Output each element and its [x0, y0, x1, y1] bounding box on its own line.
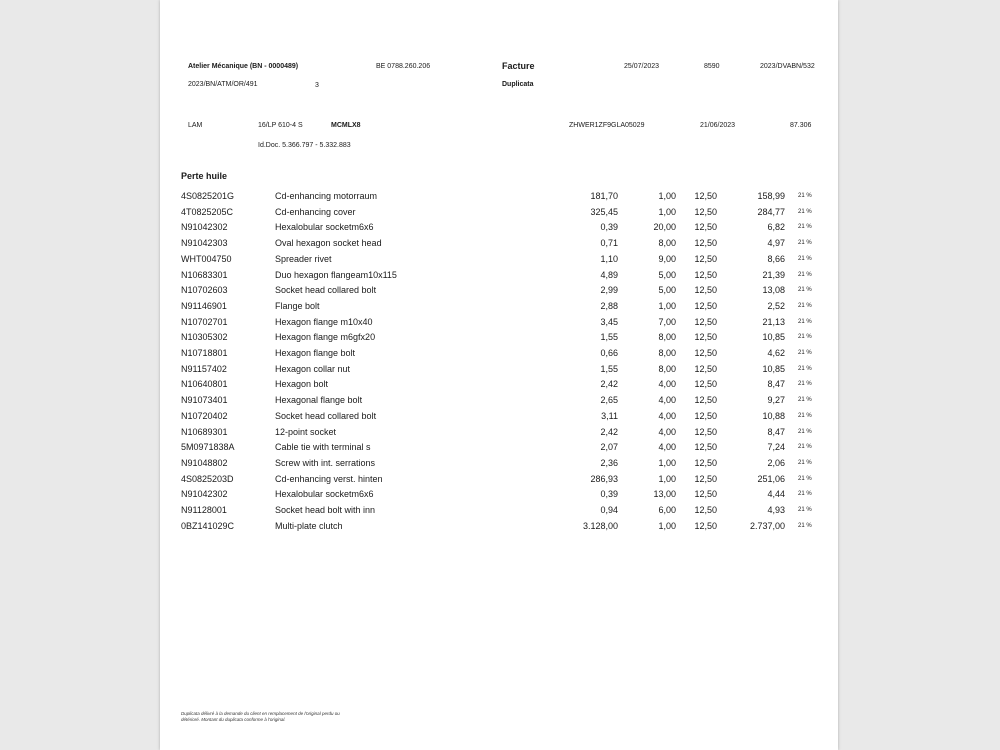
- item-description: Hexagon flange m6gfx20: [275, 332, 376, 343]
- table-row: [160, 442, 838, 458]
- table-row: [160, 411, 838, 427]
- vat-number: BE 0788.260.206: [376, 63, 431, 70]
- item-vat-rate: 21 %: [798, 444, 812, 451]
- item-discount: 12,50: [694, 426, 717, 437]
- item-code: N91042303: [181, 238, 228, 249]
- item-discount: 12,50: [694, 379, 717, 390]
- item-unit-price: 2,42: [600, 379, 618, 390]
- item-discount: 12,50: [694, 206, 717, 217]
- item-description: Socket head collared bolt: [275, 285, 377, 296]
- item-unit-price: 3.128,00: [582, 520, 618, 531]
- item-total: 10,88: [762, 410, 785, 421]
- vehicle-vin: ZHWER1ZF9GLA05029: [569, 122, 645, 129]
- item-code: 4S0825201G: [181, 191, 235, 201]
- item-code: N91042302: [181, 489, 228, 500]
- item-description: Socket head collared bolt: [275, 410, 377, 421]
- item-quantity: 1,00: [658, 520, 676, 531]
- item-quantity: 7,00: [658, 316, 676, 327]
- item-code: N91128001: [181, 505, 227, 515]
- table-row: [160, 270, 838, 286]
- item-description: Screw with int. serrations: [275, 457, 376, 468]
- item-discount: 12,50: [694, 191, 717, 201]
- item-total: 8,47: [767, 426, 785, 437]
- table-row: [160, 332, 838, 348]
- table-row: [160, 285, 838, 301]
- item-total: 4,93: [767, 505, 785, 515]
- item-unit-price: 1,55: [600, 332, 618, 343]
- document-ids: Id.Doc. 5.366.797 - 5.332.883: [258, 142, 351, 149]
- item-description: Hexalobular socketm6x6: [275, 222, 374, 233]
- footer-line-2: détérioré. Montant du duplicata conforme à l'original.: [181, 716, 286, 722]
- item-total: 21,39: [762, 269, 785, 280]
- item-description: Hexagon bolt: [275, 379, 329, 390]
- item-quantity: 5,00: [658, 285, 676, 296]
- table-row: [160, 254, 838, 270]
- item-quantity: 20,00: [653, 222, 676, 233]
- item-code: N10720402: [181, 410, 228, 421]
- item-vat-rate: 21 %: [798, 334, 812, 341]
- item-total: 2,52: [767, 300, 785, 311]
- item-quantity: 4,00: [658, 410, 676, 421]
- item-discount: 12,50: [694, 442, 717, 453]
- item-quantity: 1,00: [658, 457, 676, 468]
- item-total: 8,66: [767, 253, 785, 264]
- item-code: N91146901: [181, 300, 227, 311]
- item-discount: 12,50: [694, 332, 717, 343]
- item-quantity: 4,00: [658, 426, 676, 437]
- item-unit-price: 0,39: [600, 222, 618, 233]
- item-vat-rate: 21 %: [798, 240, 812, 247]
- item-total: 4,62: [767, 348, 785, 358]
- table-row: [160, 505, 838, 521]
- item-code: N10305302: [181, 332, 228, 343]
- item-vat-rate: 21 %: [798, 397, 812, 404]
- invoice-reference: 2023/DVABN/532: [760, 63, 815, 70]
- item-unit-price: 4,89: [600, 269, 618, 280]
- item-unit-price: 0,39: [600, 489, 618, 500]
- item-discount: 12,50: [694, 222, 717, 233]
- item-discount: 12,50: [694, 489, 717, 500]
- item-quantity: 4,00: [658, 379, 676, 390]
- item-unit-price: 2,65: [600, 395, 618, 406]
- table-row: [160, 317, 838, 333]
- item-quantity: 8,00: [658, 332, 676, 343]
- item-code: 5M0971838A: [181, 442, 235, 453]
- table-row: [160, 364, 838, 380]
- item-unit-price: 1,55: [600, 363, 618, 374]
- item-discount: 12,50: [694, 520, 717, 531]
- item-total: 158,99: [757, 191, 785, 201]
- item-discount: 12,50: [694, 457, 717, 468]
- table-row: [160, 458, 838, 474]
- item-code: 4S0825203D: [181, 473, 234, 484]
- table-row: [160, 222, 838, 238]
- item-discount: 12,50: [694, 269, 717, 280]
- item-quantity: 4,00: [658, 442, 676, 453]
- item-discount: 12,50: [694, 505, 717, 515]
- order-reference: 2023/BN/ATM/OR/491: [188, 81, 258, 88]
- item-unit-price: 3,45: [600, 316, 618, 327]
- item-discount: 12,50: [694, 238, 717, 249]
- item-vat-rate: 21 %: [798, 365, 812, 372]
- table-row: [160, 238, 838, 254]
- item-description: Cd-enhancing cover: [275, 206, 356, 217]
- item-total: 4,97: [767, 238, 785, 249]
- item-unit-price: 0,94: [600, 505, 618, 515]
- vehicle-date: 21/06/2023: [700, 122, 736, 129]
- item-description: 12-point socket: [275, 426, 337, 437]
- item-total: 4,44: [767, 489, 785, 500]
- table-row: [160, 191, 838, 207]
- item-quantity: 1,00: [658, 191, 676, 201]
- item-total: 6,82: [767, 222, 785, 233]
- item-code: N91042302: [181, 222, 228, 233]
- item-vat-rate: 21 %: [798, 255, 812, 262]
- item-description: Multi-plate clutch: [275, 520, 343, 531]
- item-description: Oval hexagon socket head: [275, 238, 382, 249]
- document-type: Facture: [502, 61, 535, 71]
- item-vat-rate: 21 %: [798, 193, 812, 199]
- item-unit-price: 0,71: [600, 238, 618, 249]
- item-vat-rate: 21 %: [798, 287, 812, 294]
- item-total: 9,27: [767, 395, 785, 406]
- item-code: 0BZ141029C: [181, 520, 235, 531]
- footer-line-1: Duplicata délivré à la demande du client en remplacement de l'original perdu ou: [181, 711, 340, 716]
- item-description: Spreader rivet: [275, 253, 332, 264]
- item-quantity: 1,00: [658, 473, 676, 484]
- item-quantity: 1,00: [658, 300, 676, 311]
- vehicle-make: LAM: [188, 122, 203, 129]
- item-vat-rate: 21 %: [798, 412, 812, 419]
- item-discount: 12,50: [694, 285, 717, 296]
- item-discount: 12,50: [694, 253, 717, 264]
- item-total: 10,85: [762, 363, 785, 374]
- item-unit-price: 3,11: [601, 410, 618, 421]
- item-code: N10702701: [181, 316, 228, 327]
- item-vat-rate: 21 %: [798, 522, 812, 529]
- item-discount: 12,50: [694, 300, 717, 311]
- vehicle-model: 16/LP 610-4 S: [258, 122, 303, 129]
- item-total: 2,06: [767, 457, 785, 468]
- item-vat-rate: 21 %: [798, 350, 812, 356]
- item-code: N10683301: [181, 269, 228, 280]
- duplicate-footer-note: [181, 711, 401, 722]
- item-unit-price: 325,45: [590, 206, 618, 217]
- item-code: N91157402: [181, 363, 227, 374]
- invoice-number: 8590: [704, 63, 720, 70]
- item-vat-rate: 21 %: [798, 224, 812, 231]
- item-vat-rate: 21 %: [798, 381, 812, 388]
- item-unit-price: 2,88: [600, 300, 618, 311]
- item-total: 7,24: [767, 442, 785, 453]
- item-code: N91048802: [181, 457, 228, 468]
- item-quantity: 9,00: [658, 253, 676, 264]
- item-total: 10,85: [762, 332, 785, 343]
- item-total: 284,77: [757, 206, 785, 217]
- item-total: 2.737,00: [749, 520, 785, 531]
- item-discount: 12,50: [694, 316, 717, 327]
- item-code: 4T0825205C: [181, 206, 234, 217]
- item-unit-price: 2,42: [600, 426, 618, 437]
- item-total: 8,47: [767, 379, 785, 390]
- item-quantity: 8,00: [658, 238, 676, 249]
- item-vat-rate: 21 %: [798, 491, 812, 498]
- item-total: 13,08: [762, 285, 785, 296]
- item-unit-price: 181,70: [590, 191, 618, 201]
- item-total: 251,06: [757, 473, 785, 484]
- item-quantity: 4,00: [658, 395, 676, 406]
- item-unit-price: 0,66: [600, 348, 618, 358]
- item-vat-rate: 21 %: [798, 208, 812, 215]
- item-description: Hexalobular socketm6x6: [275, 489, 374, 500]
- item-unit-price: 2,99: [600, 285, 618, 296]
- order-count: 3: [315, 82, 319, 89]
- item-code: N10640801: [181, 379, 228, 390]
- item-discount: 12,50: [694, 363, 717, 374]
- table-row: [160, 348, 838, 364]
- item-vat-rate: 21 %: [798, 302, 812, 309]
- item-description: Hexagon flange bolt: [275, 348, 356, 358]
- item-vat-rate: 21 %: [798, 318, 812, 325]
- item-vat-rate: 21 %: [798, 475, 812, 482]
- item-discount: 12,50: [694, 410, 717, 421]
- item-unit-price: 2,36: [600, 457, 618, 468]
- vehicle-mileage: 87.306: [790, 122, 812, 129]
- item-description: Cd-enhancing motorraum: [275, 191, 378, 201]
- table-row: [160, 379, 838, 395]
- table-row: [160, 427, 838, 443]
- duplicate-label: Duplicata: [502, 81, 534, 88]
- item-description: Cable tie with terminal s: [275, 442, 371, 453]
- item-code: WHT004750: [181, 253, 232, 264]
- item-vat-rate: 21 %: [798, 507, 812, 513]
- item-vat-rate: 21 %: [798, 271, 812, 278]
- table-row: [160, 207, 838, 223]
- item-code: N10702603: [181, 285, 228, 296]
- table-row: [160, 521, 838, 537]
- company-name: Atelier Mécanique (BN - 0000489): [188, 63, 299, 70]
- table-row: [160, 301, 838, 317]
- item-quantity: 5,00: [658, 269, 676, 280]
- item-quantity: 1,00: [658, 206, 676, 217]
- item-code: N10689301: [181, 426, 228, 437]
- item-vat-rate: 21 %: [798, 428, 812, 435]
- table-row: [160, 489, 838, 505]
- item-code: N10718801: [181, 348, 228, 358]
- table-row: [160, 395, 838, 411]
- item-quantity: 6,00: [658, 505, 676, 515]
- item-unit-price: 1,10: [600, 253, 618, 264]
- item-total: 21,13: [762, 316, 785, 327]
- item-quantity: 13,00: [653, 489, 676, 500]
- item-quantity: 8,00: [658, 348, 676, 358]
- item-description: Hexagon collar nut: [275, 363, 351, 374]
- item-description: Hexagonal flange bolt: [275, 395, 363, 406]
- item-description: Flange bolt: [275, 300, 320, 311]
- item-code: N91073401: [181, 395, 228, 406]
- section-title: Perte huile: [181, 171, 228, 181]
- item-unit-price: 286,93: [590, 473, 618, 484]
- invoice-date: 25/07/2023: [624, 63, 660, 70]
- item-unit-price: 2,07: [600, 442, 618, 453]
- item-discount: 12,50: [694, 348, 717, 358]
- item-vat-rate: 21 %: [798, 459, 812, 466]
- invoice-page: [160, 0, 838, 750]
- item-discount: 12,50: [694, 473, 717, 484]
- item-discount: 12,50: [694, 395, 717, 406]
- item-description: Cd-enhancing verst. hinten: [275, 473, 383, 484]
- item-description: Hexagon flange m10x40: [275, 316, 373, 327]
- table-row: [160, 474, 838, 490]
- vehicle-plate: MCMLX8: [331, 122, 361, 129]
- item-description: Duo hexagon flangeam10x115: [275, 269, 397, 280]
- item-quantity: 8,00: [658, 363, 676, 374]
- item-description: Socket head bolt with inn: [275, 505, 376, 515]
